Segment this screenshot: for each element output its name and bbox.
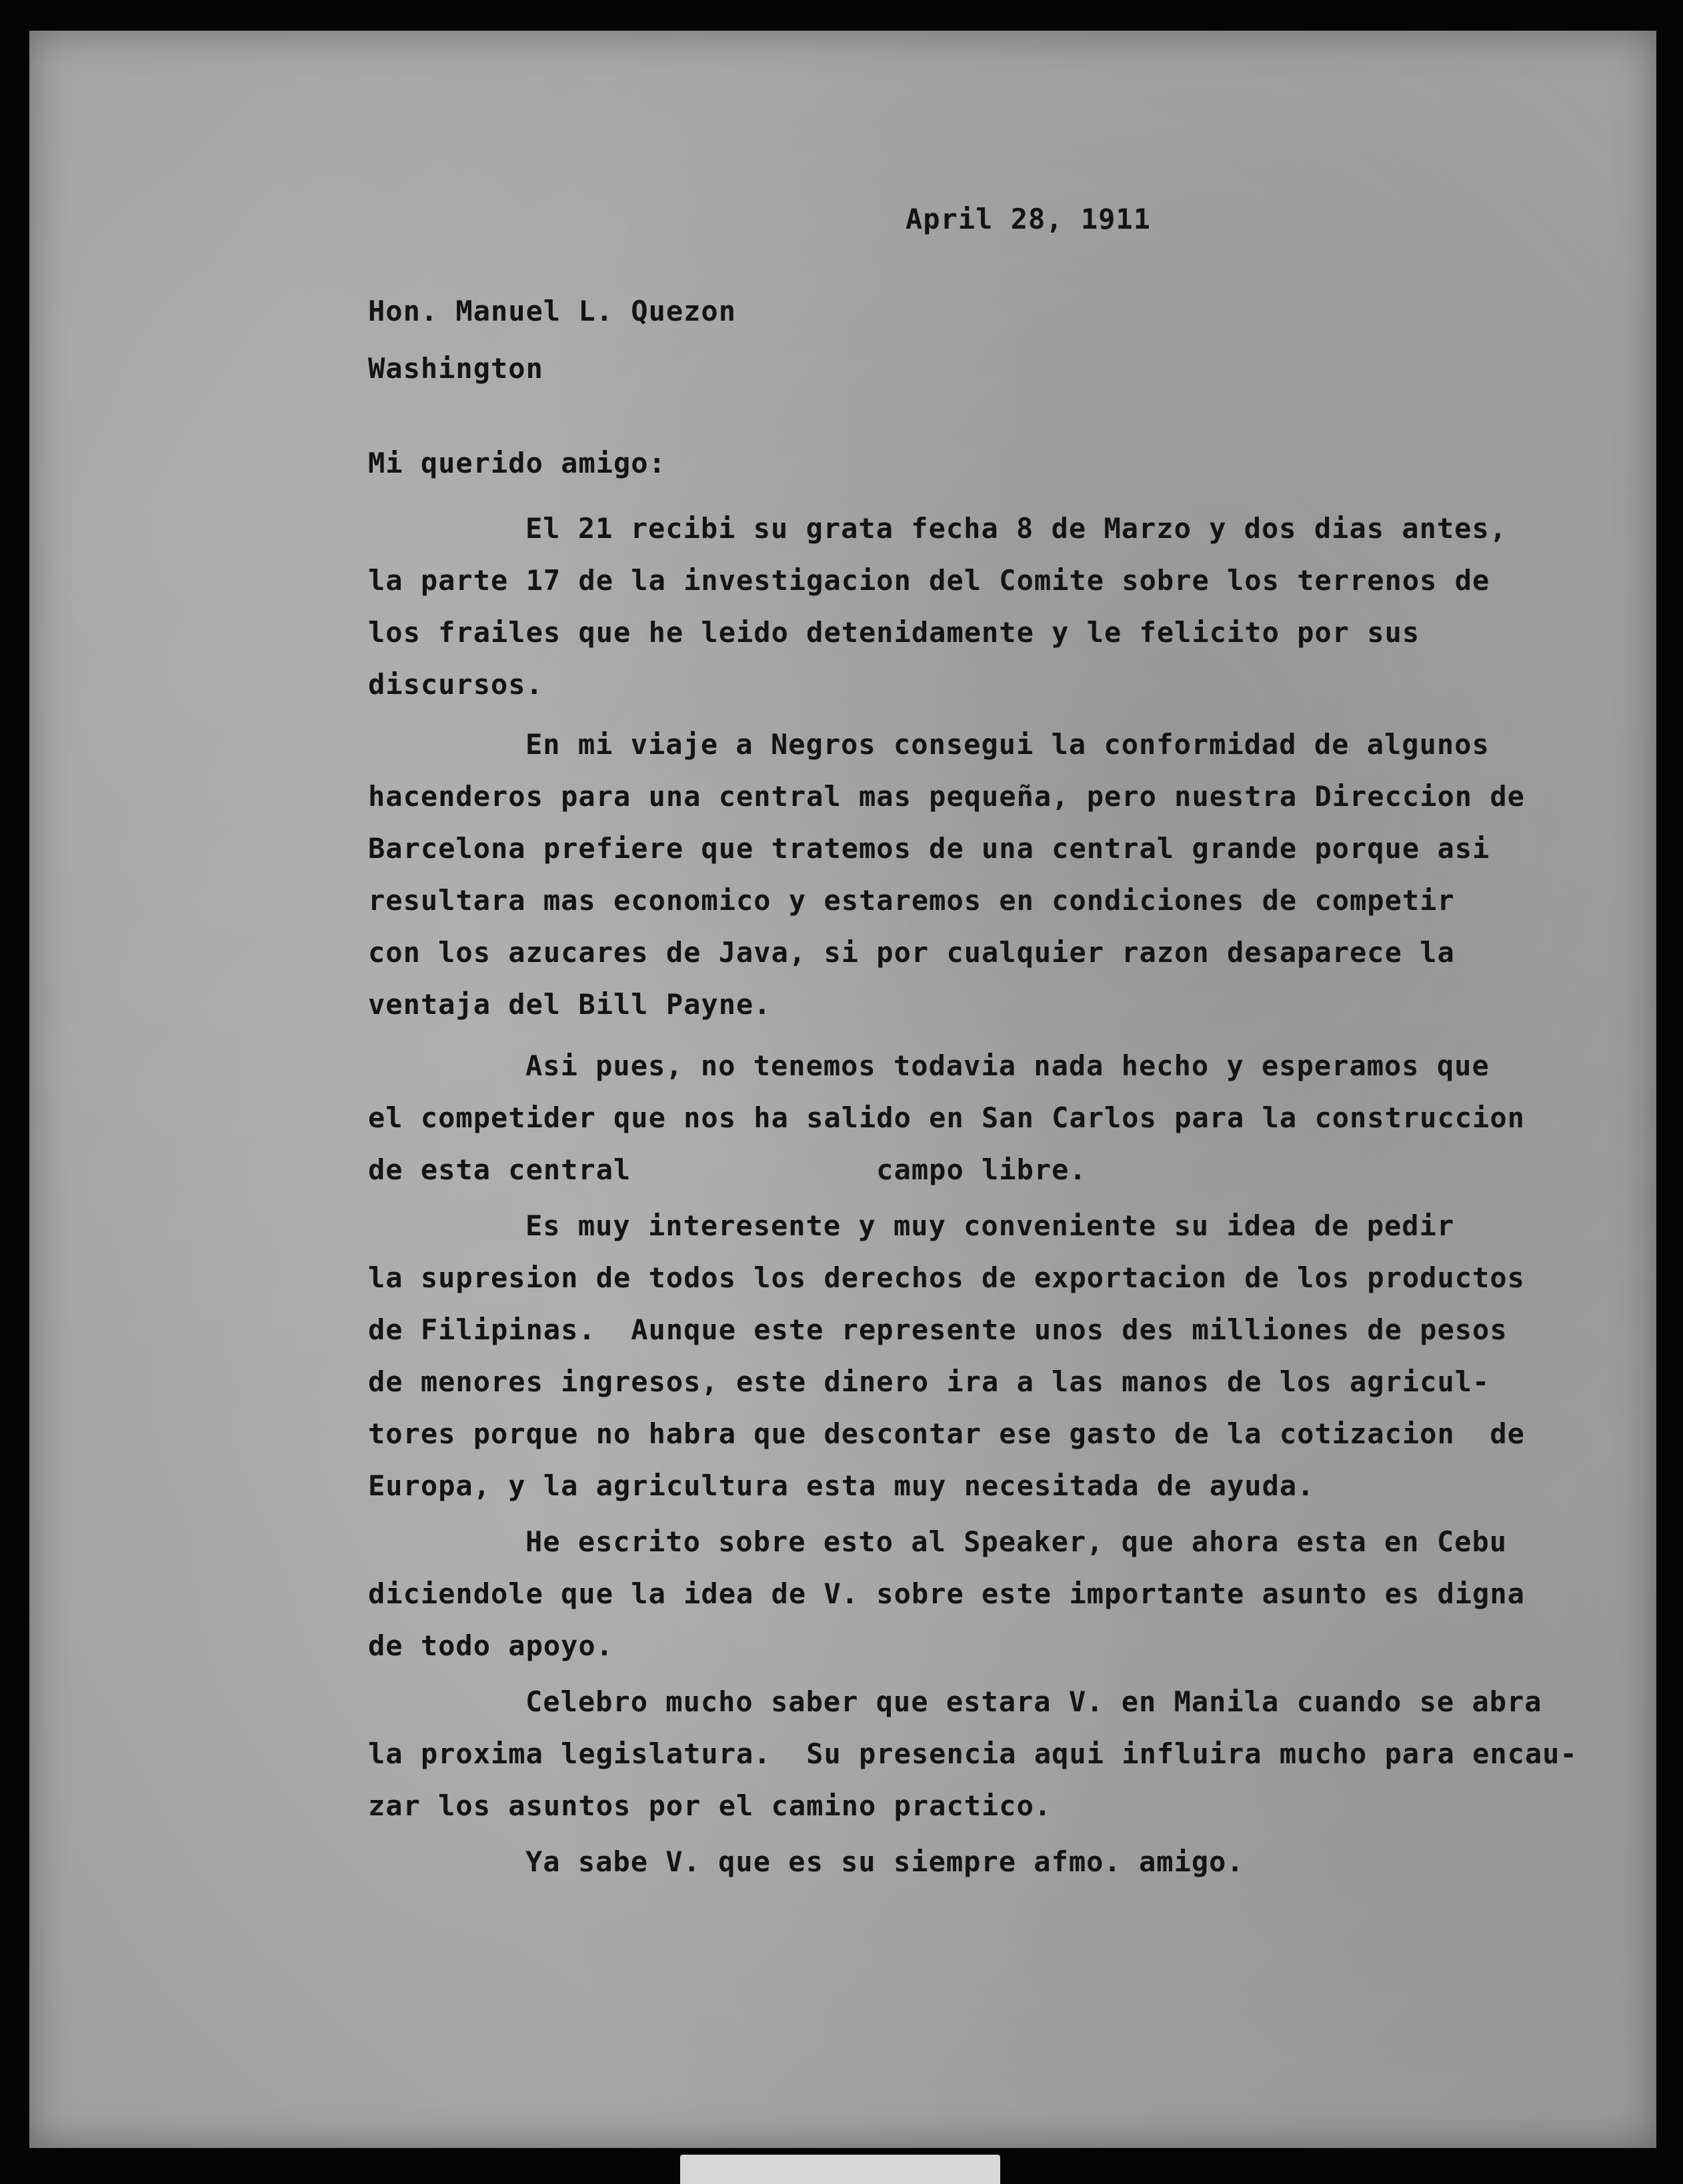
paragraph-line: el competider que nos ha salido en San Carlos para la construccion (368, 1101, 1525, 1134)
paragraph-line: En mi viaje a Negros consegui la conformidad de algunos (525, 728, 1490, 761)
paragraph-line: Europa, y la agricultura esta muy necesitada de ayuda. (368, 1469, 1315, 1502)
paragraph-line: de esta central campo libre. (368, 1153, 1087, 1186)
letter-page (29, 31, 1656, 2148)
paragraph-line: con los azucares de Java, si por cualquier razon desaparece la (368, 936, 1455, 969)
paragraph-2 (368, 719, 1542, 1031)
paragraph-line: El 21 recibi su grata fecha 8 de Marzo y dos dias antes, (525, 512, 1508, 545)
paragraph-line: tores porque no habra que descontar ese gasto de la cotizacion de (368, 1417, 1525, 1450)
closing-line: Ya sabe V. que es su siempre afmo. amigo. (525, 1845, 1244, 1878)
paragraph-line: Barcelona prefiere que tratemos de una central grande porque asi (368, 832, 1490, 865)
paragraph-line: hacenderos para una central mas pequeña, pero nuestra Direccion de (368, 780, 1525, 813)
paragraph-line: He escrito sobre esto al Speaker, que ahora esta en Cebu (525, 1525, 1508, 1558)
paragraph-line: Asi pues, no tenemos todavia nada hecho y esperamos que (525, 1049, 1490, 1082)
paragraph-line: zar los asuntos por el camino practico. (368, 1789, 1052, 1822)
paragraph-line: la supresion de todos los derechos de exportacion de los productos (368, 1261, 1525, 1294)
scan-tab-mark (680, 2155, 1000, 2184)
paragraph-4 (368, 1200, 1542, 1512)
paragraph-line: discursos. (368, 668, 543, 701)
letter-content (29, 31, 1656, 2148)
paragraph-line: Es muy interesente y muy conveniente su idea de pedir (525, 1209, 1455, 1242)
addressee-block (368, 283, 736, 397)
paragraph-line: de menores ingresos, este dinero ira a las manos de los agricul- (368, 1365, 1490, 1398)
letter-date: April 28, 1911 (906, 203, 1152, 235)
paragraph-line: la parte 17 de la investigacion del Comite sobre los terrenos de (368, 564, 1490, 597)
paragraph-line: los frailes que he leido detenidamente y le felicito por sus (368, 616, 1420, 649)
paragraph-line: de todo apoyo. (368, 1629, 614, 1662)
paragraph-line: ventaja del Bill Payne. (368, 988, 771, 1021)
paragraph-line: resultara mas economico y estaremos en condiciones de competir (368, 884, 1455, 917)
paragraph-line: de Filipinas. Aunque este represente unos des milliones de pesos (368, 1313, 1508, 1346)
paragraph-6 (368, 1676, 1578, 1832)
paragraph-line: diciendole que la idea de V. sobre este importante asunto es digna (368, 1577, 1525, 1610)
closing (368, 1836, 1542, 1888)
paragraph-line: la proxima legislatura. Su presencia aqui influira mucho para encau- (368, 1737, 1578, 1770)
addressee-location: Washington (368, 352, 543, 385)
paragraph-line: Celebro mucho saber que estara V. en Manila cuando se abra (525, 1685, 1542, 1718)
salutation: Mi querido amigo: (368, 447, 666, 479)
paragraph-5 (368, 1516, 1542, 1672)
paragraph-3 (368, 1040, 1542, 1196)
addressee-name: Hon. Manuel L. Quezon (368, 295, 737, 327)
paragraph-1 (368, 503, 1542, 711)
